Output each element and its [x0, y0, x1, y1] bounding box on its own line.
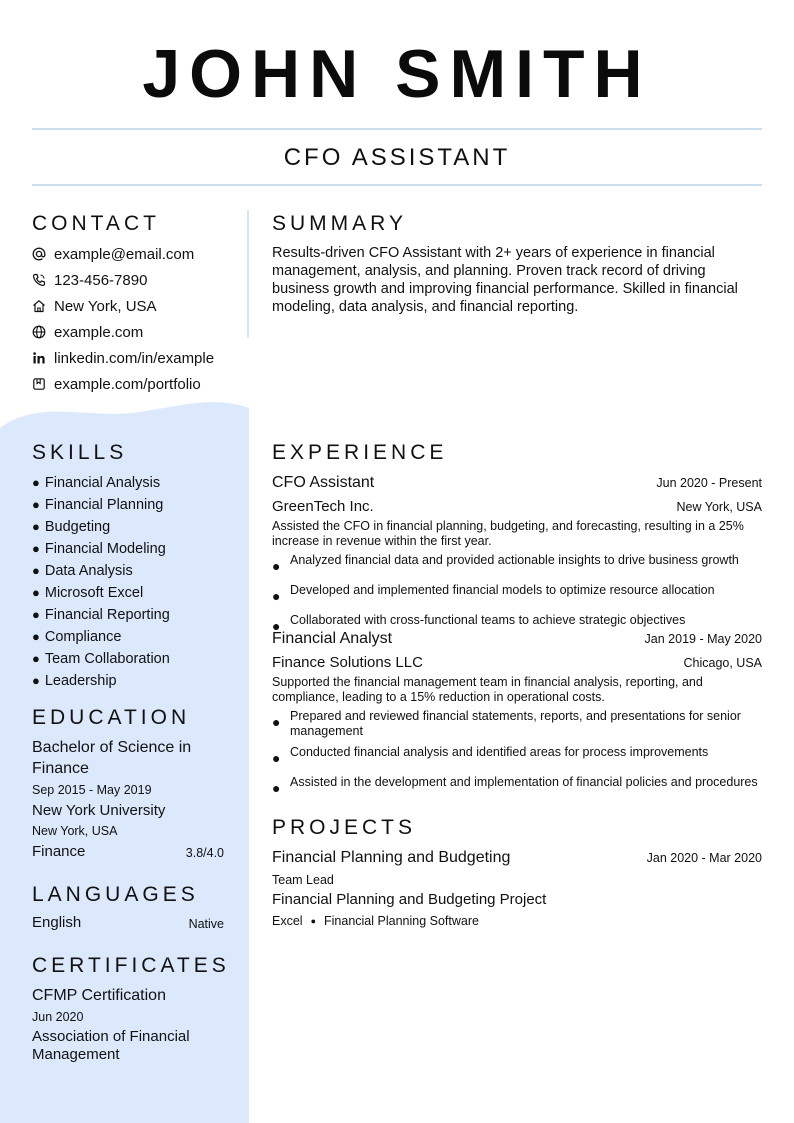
tool-separator-dot: ● [310, 916, 317, 926]
education-heading: EDUCATION [32, 706, 191, 729]
linkedin-icon [32, 351, 46, 365]
contact-portfolio-text: example.com/portfolio [54, 375, 201, 393]
education-field: Finance [32, 843, 86, 860]
skill-item: ● Financial Reporting [32, 607, 170, 623]
experience-heading: EXPERIENCE [272, 441, 448, 464]
certificate-issuer: Association of Financial Management [32, 1028, 190, 1063]
language-level: Native [188, 917, 224, 931]
education-dates: Sep 2015 - May 2019 [32, 783, 152, 797]
contact-email[interactable] [32, 241, 247, 267]
column-divider [247, 210, 249, 338]
phone-icon [32, 273, 46, 287]
contact-list [32, 241, 247, 397]
skills-list [32, 472, 242, 692]
certificate-date: Jun 2020 [32, 1010, 84, 1024]
candidate-name: JOHN SMITH [142, 36, 652, 112]
job-location: New York, USA [676, 500, 762, 514]
job-role: Financial Analyst [272, 630, 393, 647]
contact-heading: CONTACT [32, 212, 160, 235]
project-tools [272, 913, 479, 929]
skill-item: ● Financial Planning [32, 497, 164, 513]
header-bottom-divider [32, 184, 762, 186]
skills-heading: SKILLS [32, 441, 128, 464]
contact-location [32, 293, 247, 319]
education-degree: Bachelor of Science in Finance [32, 739, 192, 777]
contact-linkedin-text: linkedin.com/in/example [54, 349, 215, 367]
certificates-heading: CERTIFICATES [32, 954, 230, 977]
skill-item: ● Leadership [32, 673, 117, 689]
education-school: New York University [32, 802, 166, 819]
job-title: CFO ASSISTANT [283, 144, 511, 171]
project-subtitle: Financial Planning and Budgeting Project [272, 891, 547, 908]
skill-item: ● Microsoft Excel [32, 585, 144, 601]
contact-website[interactable] [32, 319, 247, 345]
contact-linkedin[interactable] [32, 345, 247, 371]
job-bullet: ● Collaborated with cross-functional teams to achieve strategic objectives [272, 613, 686, 634]
job-dates: Jun 2020 - Present [656, 476, 762, 490]
projects-heading: PROJECTS [272, 816, 417, 839]
job-bullet: ● Assisted in the development and implementation of financial policies and procedures [272, 775, 758, 796]
project-dates: Jan 2020 - Mar 2020 [646, 851, 762, 865]
header-top-divider [32, 128, 762, 130]
skill-item: ● Compliance [32, 629, 122, 645]
job-description: Supported the financial management team in financial analysis, reporting, and compliance, leading to a 15% reduction in operational costs. [272, 675, 703, 704]
education-location: New York, USA [32, 824, 118, 838]
project-name: Financial Planning and Budgeting [272, 849, 511, 866]
contact-location-text: New York, USA [54, 297, 157, 315]
skill-item: ● Financial Modeling [32, 541, 166, 557]
job-role: CFO Assistant [272, 474, 375, 491]
at-icon [32, 247, 46, 261]
portfolio-icon [32, 377, 46, 391]
summary-text: Results-driven CFO Assistant with 2+ years of experience in financial management, analysis, and planning. Proven track record of driving business growth and improving financial performance. Skilled in financial modeling, data analysis, and financial reporting. [272, 245, 738, 315]
home-icon [32, 299, 46, 313]
job-location: Chicago, USA [683, 656, 762, 670]
certificate-name: CFMP Certification [32, 987, 166, 1004]
contact-website-text: example.com [54, 323, 144, 341]
job-bullet: ● Developed and implemented financial models to optimize resource allocation [272, 583, 715, 604]
job-bullet: ● Prepared and reviewed financial statements, reports, and presentations for senior management [272, 709, 741, 738]
contact-portfolio[interactable] [32, 371, 247, 397]
skill-item: ● Budgeting [32, 519, 111, 535]
summary-heading: SUMMARY [272, 212, 407, 235]
job-company: Finance Solutions LLC [272, 654, 423, 671]
job-bullet: ● Analyzed financial data and provided actionable insights to drive business growth [272, 553, 739, 574]
job-description: Assisted the CFO in financial planning, budgeting, and forecasting, resulting in a 25% increase in revenue within the first year. [272, 519, 744, 548]
job-company: GreenTech Inc. [272, 498, 374, 515]
job-bullet-list [272, 709, 762, 805]
globe-icon [32, 325, 46, 339]
job-bullet: ● Conducted financial analysis and identified areas for process improvements [272, 745, 709, 766]
contact-phone-text: 123-456-7890 [54, 271, 148, 289]
project-tool: Financial Planning Software [324, 914, 479, 928]
languages-heading: LANGUAGES [32, 883, 199, 906]
education-gpa: 3.8/4.0 [185, 846, 224, 860]
project-role: Team Lead [272, 873, 334, 887]
language-name: English [32, 914, 82, 931]
skill-item: ● Data Analysis [32, 563, 133, 579]
contact-email-text: example@email.com [54, 245, 195, 263]
contact-phone[interactable] [32, 267, 247, 293]
job-dates: Jan 2019 - May 2020 [644, 632, 762, 646]
project-tool: Excel [272, 914, 303, 928]
skill-item: ● Financial Analysis [32, 475, 161, 491]
skill-item: ● Team Collaboration [32, 651, 170, 667]
